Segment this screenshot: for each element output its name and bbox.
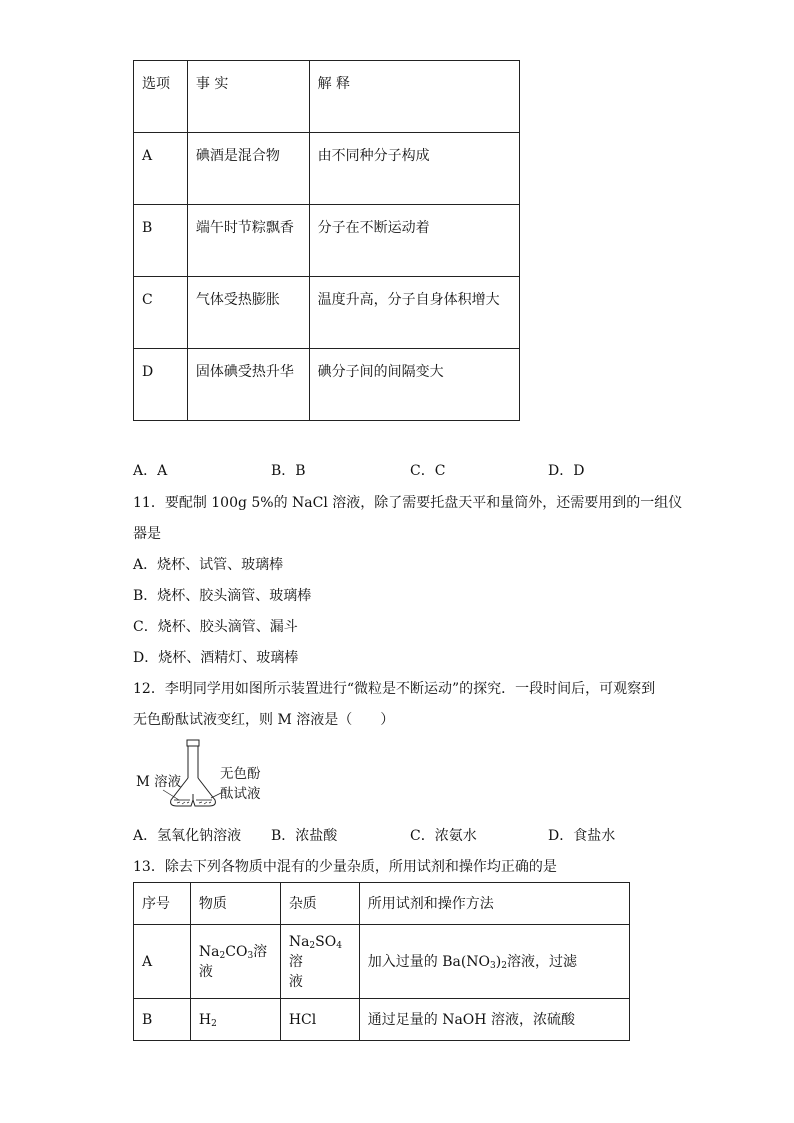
q11-option-c[interactable]: C．烧杯、胶头滴管、漏斗	[133, 619, 298, 635]
method-part: 溶液，过滤	[506, 953, 577, 970]
formula-subscript: 3	[490, 960, 496, 971]
apparatus-figure	[133, 738, 283, 818]
fact-cell: 气体受热膨胀	[187, 277, 309, 349]
impurity-removal-table	[133, 882, 630, 1041]
table-row	[134, 999, 630, 1041]
option-cell: C	[134, 277, 188, 349]
method-part: )	[495, 953, 502, 970]
q11-stem-line1: 11．要配制 100g 5%的 NaCl 溶液，除了需要托盘天平和量筒外，还需要用到的一组仪	[133, 495, 683, 511]
explanation-cell: 温度升高，分子自身体积增大	[309, 277, 519, 349]
option-cell: D	[134, 349, 188, 421]
formula-subscript: 3	[247, 950, 254, 961]
explanation-cell: 由不同种分子构成	[309, 133, 519, 205]
q12-option-d[interactable]: D．食盐水	[548, 828, 616, 844]
header-cell: 解 释	[309, 61, 519, 133]
q13-stem: 13．除去下列各物质中混有的少量杂质，所用试剂和操作均正确的是	[133, 859, 557, 875]
table-row	[134, 925, 630, 999]
formula-part: SO	[315, 933, 337, 950]
header-cell: 杂质	[280, 883, 359, 925]
m-solution-label: M 溶液	[136, 774, 182, 790]
q10-option-b[interactable]: B．B	[271, 463, 306, 479]
explanation-table	[133, 60, 520, 421]
option-cell: A	[134, 133, 188, 205]
q10-option-a[interactable]: A．A	[133, 463, 168, 479]
q10-option-d[interactable]: D．D	[548, 463, 585, 479]
formula-subscript: 4	[336, 940, 342, 951]
formula-part: 溶	[253, 943, 268, 960]
impurity-cell	[280, 925, 359, 999]
explanation-cell: 碘分子间的间隔变大	[309, 349, 519, 421]
method-part: 加入过量的 Ba(NO	[367, 953, 491, 970]
formula-part: CO	[225, 943, 248, 960]
formula-subscript: 2	[501, 960, 507, 971]
phenolphthalein-label-line1: 无色酚	[220, 766, 261, 782]
q11-stem-line2: 器是	[133, 526, 161, 542]
table-row	[134, 277, 520, 349]
q12-stem-line2: 无色酚酞试液变红，则 M 溶液是（ ）	[133, 712, 395, 728]
q12-option-b[interactable]: B．浓盐酸	[271, 828, 338, 844]
q12-stem-line1: 12．李明同学用如图所示装置进行“微粒是不断运动”的探究．一段时间后，可观察到	[133, 681, 656, 697]
formula-part: Na	[198, 943, 220, 960]
q11-option-a[interactable]: A．烧杯、试管、玻璃棒	[133, 557, 284, 573]
fact-cell: 固体碘受热升华	[187, 349, 309, 421]
q12-option-c[interactable]: C．浓氨水	[410, 828, 477, 844]
method-cell	[359, 925, 629, 999]
header-cell: 序号	[134, 883, 191, 925]
phenolphthalein-label-line2: 酞试液	[220, 786, 261, 802]
row-id-cell: A	[134, 925, 191, 999]
row-id-cell: B	[134, 999, 191, 1041]
table-row	[134, 205, 520, 277]
formula-part: H	[198, 1011, 212, 1028]
table-row	[134, 349, 520, 421]
q12-option-a[interactable]: A．氢氧化钠溶液	[133, 828, 242, 844]
table-row	[134, 133, 520, 205]
substance-cell	[190, 925, 280, 999]
q10-option-c[interactable]: C．C	[410, 463, 446, 479]
impurity-cell: HCl	[280, 999, 359, 1041]
substance-cell	[190, 999, 280, 1041]
header-cell: 选项	[134, 61, 188, 133]
table-header-row	[134, 61, 520, 133]
fact-cell: 碘酒是混合物	[187, 133, 309, 205]
q11-option-b[interactable]: B．烧杯、胶头滴管、玻璃棒	[133, 588, 312, 604]
formula-part: 液	[198, 963, 213, 980]
method-cell: 通过足量的 NaOH 溶液，浓硫酸	[359, 999, 629, 1041]
formula-subscript: 2	[211, 1018, 217, 1029]
formula-part: Na	[288, 933, 310, 950]
explanation-cell: 分子在不断运动着	[309, 205, 519, 277]
formula-subscript: 2	[219, 950, 226, 961]
header-cell: 所用试剂和操作方法	[359, 883, 629, 925]
formula-part: 溶	[288, 953, 303, 970]
header-cell: 物质	[190, 883, 280, 925]
q11-option-d[interactable]: D．烧杯、酒精灯、玻璃棒	[133, 650, 299, 666]
header-cell: 事 实	[187, 61, 309, 133]
option-cell: B	[134, 205, 188, 277]
formula-part: 液	[288, 973, 303, 990]
table-header-row	[134, 883, 630, 925]
fact-cell: 端午时节粽飘香	[187, 205, 309, 277]
formula-subscript: 2	[309, 940, 316, 951]
